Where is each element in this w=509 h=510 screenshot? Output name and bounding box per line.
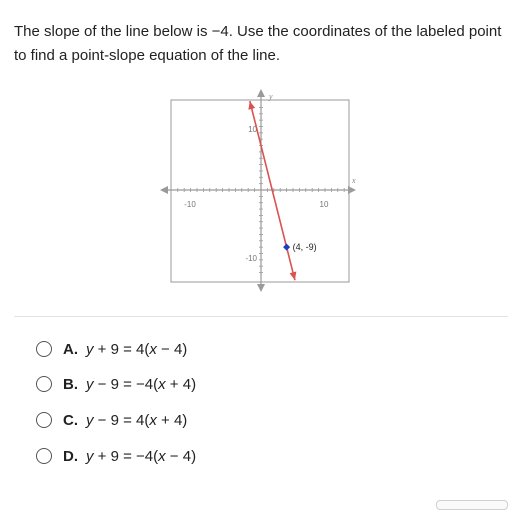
point-label: (4, -9) [292,242,317,253]
choice-d[interactable] [36,445,196,467]
choice-b[interactable] [36,373,196,395]
y-axis-up-arrow [257,89,265,97]
choice-letter: D. [63,447,78,465]
radio-button[interactable] [36,412,52,428]
choice-equation: y + 9 = 4(x − 4) [86,340,188,358]
choice-a[interactable] [36,338,187,360]
x-axis-label: x [352,176,356,185]
x-tick-label-pos: 10 [319,200,329,209]
x-axis-right-arrow [348,186,356,194]
radio-button[interactable] [36,341,52,357]
choice-letter: C. [63,411,78,429]
y-axis-down-arrow [257,284,265,292]
next-button[interactable] [436,500,508,510]
y-axis-label: y [269,92,273,101]
choice-c[interactable] [36,409,187,431]
choice-equation: y + 9 = −4(x − 4) [86,447,197,465]
choice-letter: A. [63,340,78,358]
radio-button[interactable] [36,448,52,464]
radio-button[interactable] [36,376,52,392]
graph-svg [160,87,360,297]
choice-equation: y − 9 = 4(x + 4) [86,411,188,429]
choice-equation: y − 9 = −4(x + 4) [86,375,197,393]
coordinate-graph [160,87,360,297]
question-text: The slope of the line below is −4. Use the coordinates of the labeled point to find a point-slope equation of the line. [14,23,502,64]
choice-letter: B. [63,375,78,393]
graph-frame [171,100,349,282]
y-tick-label-neg: -10 [245,254,257,263]
x-axis-left-arrow [160,186,168,194]
x-tick-label-neg: -10 [184,200,196,209]
divider [14,316,508,317]
y-tick-label-pos: 10 [248,125,257,134]
